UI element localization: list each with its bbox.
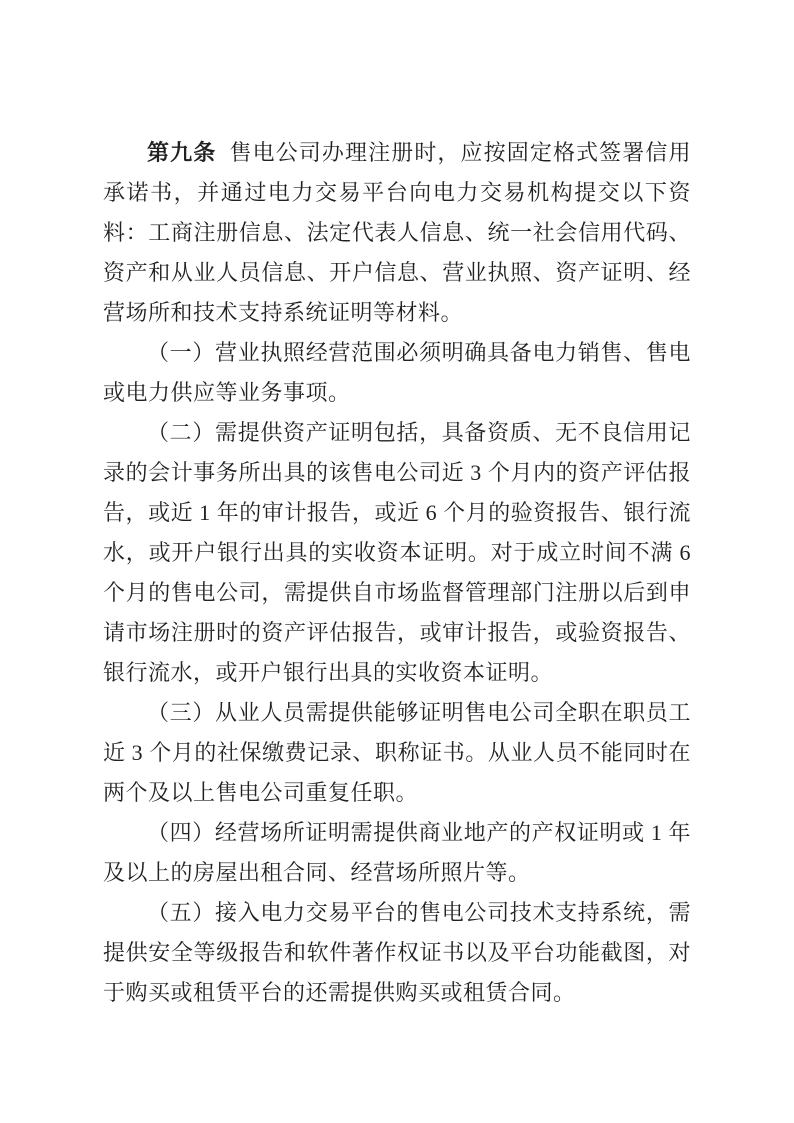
- paragraph-item-3: （三）从业人员需提供能够证明售电公司全职在职员工近 3 个月的社保缴费记录、职称证书。从业人员不能同时在两个及以上售电公司重复任职。: [103, 700, 691, 805]
- paragraph-item-2: （二）需提供资产证明包括，具备资质、无不良信用记录的会计事务所出具的该售电公司近 3 个月内的资产评估报告，或近 1 年的审计报告，或近 6 个月的验资报告、银行流水，或开户银行出具的实收资本证明。对于成立时间不满 6 个月的售电公司，需提供自市场监督管理部门注册以后到申请市场注册时的资产评估报告，或审计报告，或验资报告、银行流水，或开户银行出具的实收资本证明。: [103, 420, 691, 685]
- article-body-text: 售电公司办理注册时，应按固定格式签署信用承诺书，并通过电力交易平台向电力交易机构提交以下资料：工商注册信息、法定代表人信息、统一社会信用代码、资产和从业人员信息、开户信息、营业执照、资产证明、经营场所和技术支持系统证明等材料。: [103, 140, 691, 325]
- paragraph-item-5: （五）接入电力交易平台的售电公司技术支持系统，需提供安全等级报告和软件著作权证书以及平台功能截图，对于购买或租赁平台的还需提供购买或租赁合同。: [103, 900, 691, 1005]
- article-number: 第九条: [147, 140, 217, 165]
- paragraph-item-4: （四）经营场所证明需提供商业地产的产权证明或 1 年及以上的房屋出租合同、经营场所照片等。: [103, 820, 691, 885]
- paragraph-article-9: [103, 133, 691, 333]
- paragraph-item-1: （一）营业执照经营范围必须明确具备电力销售、售电或电力供应等业务事项。: [103, 340, 691, 405]
